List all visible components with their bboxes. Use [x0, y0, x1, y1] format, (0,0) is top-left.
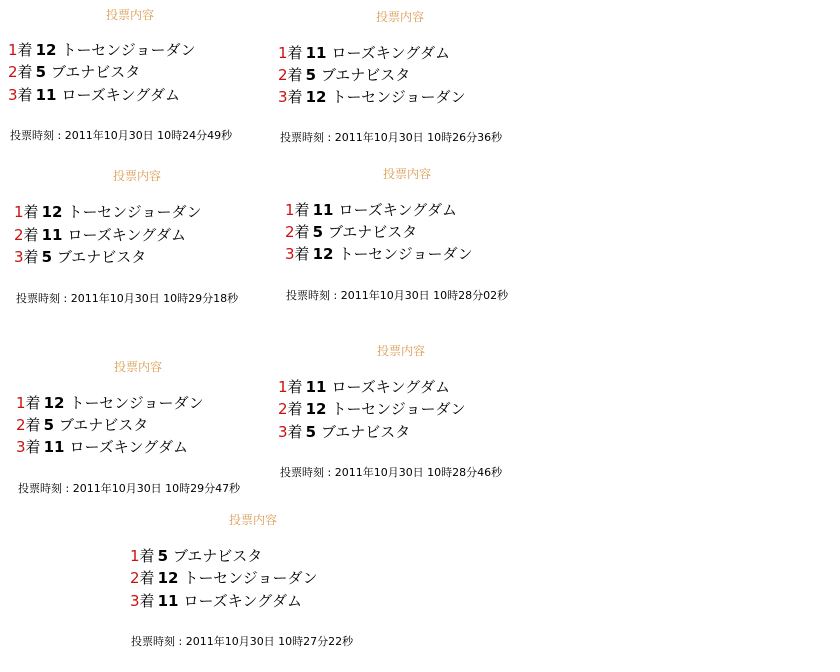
- horse-number: 11: [312, 201, 334, 219]
- rank-row: [278, 86, 466, 108]
- horse-name: ブエナビスタ: [57, 248, 147, 266]
- rank-row: [8, 61, 140, 83]
- vote-timestamp: 投票時刻 : 2011年10月30日 10時26分36秒: [280, 131, 503, 144]
- rank-row: [278, 64, 410, 86]
- rank-row: [16, 392, 204, 414]
- horse-name: トーセンジョーダン: [69, 394, 204, 412]
- horse-name: ローズキングダム: [61, 86, 180, 104]
- vote-timestamp: 投票時刻 : 2011年10月30日 10時27分22秒: [131, 635, 354, 648]
- rank-row: [278, 398, 466, 420]
- rank-suffix: 着: [287, 400, 303, 418]
- card-title: 投票内容: [113, 169, 162, 183]
- rank-number: 2: [285, 223, 295, 241]
- horse-name: ブエナビスタ: [173, 547, 263, 565]
- rank-number: 3: [16, 438, 26, 456]
- rank-suffix: 着: [139, 592, 155, 610]
- rank-suffix: 着: [17, 41, 33, 59]
- horse-number: 11: [43, 438, 65, 456]
- horse-name: トーセンジョーダン: [67, 203, 202, 221]
- rank-row: [130, 567, 318, 589]
- horse-name: ローズキングダム: [69, 438, 188, 456]
- vote-timestamp: 投票時刻 : 2011年10月30日 10時29分18秒: [16, 292, 239, 305]
- rank-suffix: 着: [294, 223, 310, 241]
- rank-row: [16, 436, 188, 458]
- horse-number: 5: [305, 66, 316, 84]
- rank-row: [14, 246, 146, 268]
- rank-number: 2: [16, 416, 26, 434]
- rank-row: [130, 590, 302, 612]
- rank-suffix: 着: [25, 394, 41, 412]
- rank-number: 1: [14, 203, 24, 221]
- rank-number: 3: [278, 423, 288, 441]
- rank-suffix: 着: [287, 423, 303, 441]
- vote-timestamp: 投票時刻 : 2011年10月30日 10時24分49秒: [10, 129, 233, 142]
- card-title: 投票内容: [106, 8, 155, 22]
- rank-number: 1: [285, 201, 295, 219]
- rank-number: 2: [14, 226, 24, 244]
- rank-suffix: 着: [23, 248, 39, 266]
- rank-row: [285, 221, 417, 243]
- horse-name: トーセンジョーダン: [331, 400, 466, 418]
- horse-name: ローズキングダム: [183, 592, 302, 610]
- rank-number: 2: [130, 569, 140, 587]
- rank-number: 2: [278, 400, 288, 418]
- rank-number: 1: [278, 378, 288, 396]
- rank-suffix: 着: [139, 569, 155, 587]
- horse-number: 11: [305, 378, 327, 396]
- rank-number: 3: [8, 86, 18, 104]
- horse-name: トーセンジョーダン: [61, 41, 196, 59]
- rank-row: [8, 84, 180, 106]
- rank-suffix: 着: [23, 226, 39, 244]
- rank-number: 3: [130, 592, 140, 610]
- rank-row: [16, 414, 148, 436]
- rank-suffix: 着: [25, 416, 41, 434]
- rank-suffix: 着: [17, 63, 33, 81]
- rank-suffix: 着: [17, 86, 33, 104]
- card-title: 投票内容: [376, 10, 425, 24]
- rank-number: 2: [8, 63, 18, 81]
- rank-number: 2: [278, 66, 288, 84]
- rank-suffix: 着: [139, 547, 155, 565]
- horse-number: 12: [312, 245, 334, 263]
- vote-timestamp: 投票時刻 : 2011年10月30日 10時29分47秒: [18, 482, 241, 495]
- card-title: 投票内容: [114, 360, 163, 374]
- rank-suffix: 着: [287, 88, 303, 106]
- horse-number: 12: [305, 88, 327, 106]
- rank-row: [278, 376, 450, 398]
- horse-number: 12: [35, 41, 57, 59]
- rank-number: 1: [16, 394, 26, 412]
- card-title: 投票内容: [229, 513, 278, 527]
- horse-name: ブエナビスタ: [51, 63, 141, 81]
- horse-name: ローズキングダム: [67, 226, 186, 244]
- horse-number: 5: [43, 416, 54, 434]
- horse-number: 11: [35, 86, 57, 104]
- rank-suffix: 着: [25, 438, 41, 456]
- rank-row: [130, 545, 262, 567]
- horse-number: 11: [157, 592, 179, 610]
- horse-number: 12: [305, 400, 327, 418]
- horse-number: 11: [41, 226, 63, 244]
- horse-name: トーセンジョーダン: [338, 245, 473, 263]
- rank-row: [14, 201, 202, 223]
- horse-number: 5: [41, 248, 52, 266]
- vote-timestamp: 投票時刻 : 2011年10月30日 10時28分02秒: [286, 289, 509, 302]
- horse-name: ブエナビスタ: [321, 66, 411, 84]
- horse-number: 11: [305, 44, 327, 62]
- rank-suffix: 着: [287, 66, 303, 84]
- rank-suffix: 着: [287, 378, 303, 396]
- rank-row: [278, 42, 450, 64]
- horse-name: ローズキングダム: [331, 378, 450, 396]
- rank-suffix: 着: [294, 201, 310, 219]
- rank-number: 1: [130, 547, 140, 565]
- horse-name: ローズキングダム: [331, 44, 450, 62]
- horse-name: ブエナビスタ: [321, 423, 411, 441]
- rank-number: 1: [278, 44, 288, 62]
- rank-row: [285, 199, 457, 221]
- horse-number: 12: [41, 203, 63, 221]
- rank-suffix: 着: [23, 203, 39, 221]
- rank-row: [8, 39, 196, 61]
- rank-suffix: 着: [294, 245, 310, 263]
- rank-number: 3: [278, 88, 288, 106]
- card-title: 投票内容: [377, 344, 426, 358]
- horse-number: 5: [35, 63, 46, 81]
- horse-name: ブエナビスタ: [328, 223, 418, 241]
- horse-number: 5: [157, 547, 168, 565]
- vote-timestamp: 投票時刻 : 2011年10月30日 10時28分46秒: [280, 466, 503, 479]
- rank-row: [14, 224, 186, 246]
- rank-number: 1: [8, 41, 18, 59]
- rank-row: [278, 421, 410, 443]
- rank-number: 3: [285, 245, 295, 263]
- horse-name: ブエナビスタ: [59, 416, 149, 434]
- horse-number: 5: [312, 223, 323, 241]
- rank-row: [285, 243, 473, 265]
- horse-name: ローズキングダム: [338, 201, 457, 219]
- rank-suffix: 着: [287, 44, 303, 62]
- horse-name: トーセンジョーダン: [331, 88, 466, 106]
- horse-number: 12: [43, 394, 65, 412]
- horse-number: 5: [305, 423, 316, 441]
- card-title: 投票内容: [383, 167, 432, 181]
- horse-name: トーセンジョーダン: [183, 569, 318, 587]
- horse-number: 12: [157, 569, 179, 587]
- rank-number: 3: [14, 248, 24, 266]
